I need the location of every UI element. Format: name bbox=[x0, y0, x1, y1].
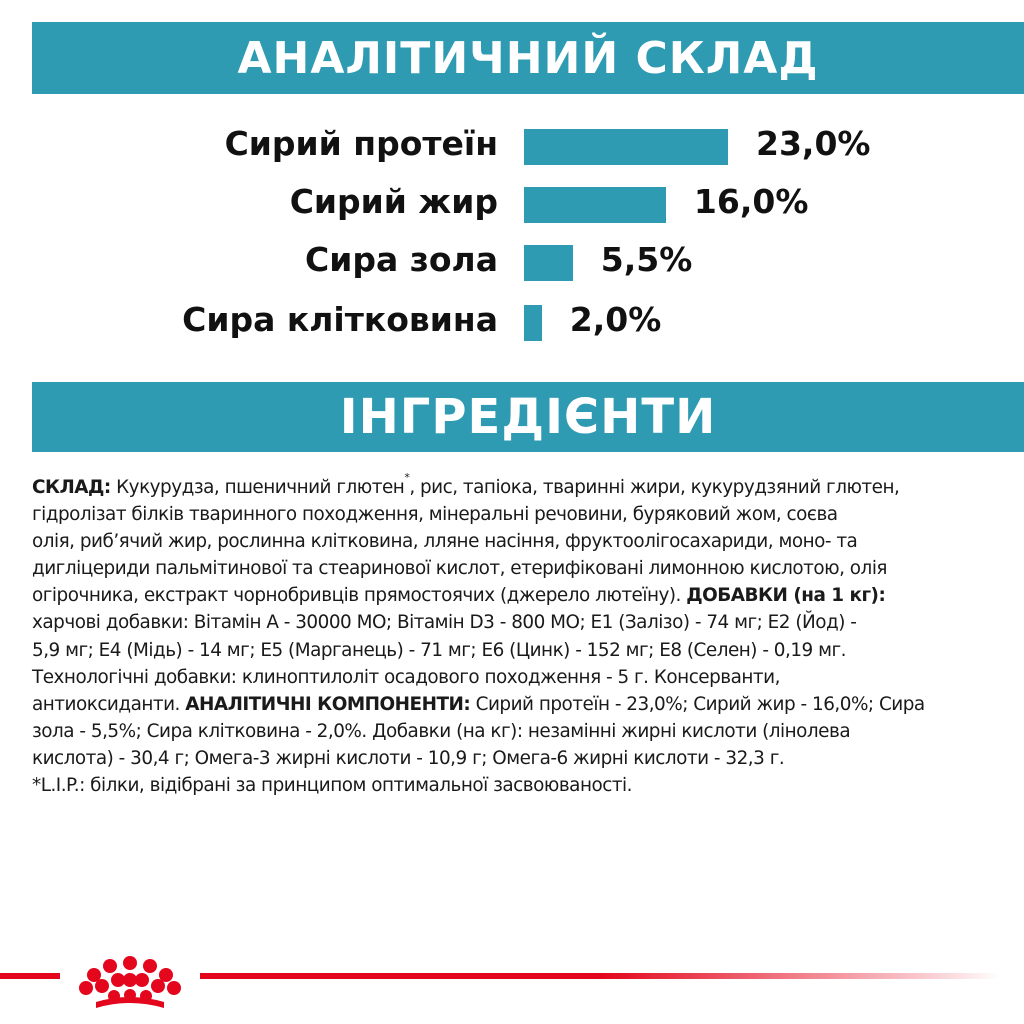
chart-bar bbox=[524, 129, 728, 165]
ingredients-line bbox=[32, 691, 1007, 718]
ingredients-line bbox=[32, 664, 1007, 691]
ingredients-line bbox=[32, 718, 1007, 745]
ingredients-text-segment: олія, риб’ячий жир, рослинна клітковина, лляне насіння, фруктоолігосахариди, моно- та bbox=[32, 531, 858, 553]
chart-category-label: Сира зола bbox=[304, 240, 498, 279]
ingredients-line bbox=[32, 745, 1007, 772]
ingredients-text-segment: харчові добавки: Вітамін А - 30000 МО; Вітамін D3 - 800 МО; E1 (Залізо) - 74 мг; E2 (Йод) - bbox=[32, 612, 857, 634]
chart-value-label: 23,0% bbox=[756, 124, 871, 163]
ingredients-text-segment: антиоксиданти. bbox=[32, 693, 186, 715]
ingredients-line bbox=[32, 582, 1007, 609]
analysis-bar-chart bbox=[0, 110, 1024, 350]
ingredients-line bbox=[32, 555, 1007, 582]
analysis-section-title: АНАЛІТИЧНИЙ СКЛАД bbox=[237, 32, 819, 84]
chart-bar bbox=[524, 245, 573, 281]
ingredients-text-segment: зола - 5,5%; Сира клітковина - 2,0%. Добавки (на кг): незамінні жирні кислоти (лінолева bbox=[32, 720, 851, 742]
ingredients-text-segment: кислота) - 30,4 г; Омега-3 жирні кислоти - 10,9 г; Омега-6 жирні кислоти - 32,3 г. bbox=[32, 747, 785, 769]
ingredients-line bbox=[32, 772, 1007, 799]
ingredients-heading: СКЛАД: bbox=[32, 477, 111, 498]
ingredients-section-title: ІНГРЕДІЄНТИ bbox=[339, 389, 717, 445]
chart-bar bbox=[524, 305, 542, 341]
analysis-section-banner bbox=[32, 22, 1024, 94]
ingredients-text-segment: гідролізат білків тваринного походження, мінеральні речовини, буряковий жом, соєва bbox=[32, 504, 838, 526]
ingredients-text-segment: *L.I.P.: білки, відібрані за принципом оптимальної засвоюваності. bbox=[32, 775, 632, 797]
chart-value-label: 16,0% bbox=[693, 182, 809, 221]
ingredients-line bbox=[32, 528, 1007, 555]
ingredients-text-segment: , рис, тапіока, тваринні жири, кукурудзяний глютен, bbox=[409, 477, 900, 498]
ingredients-text-segment: дигліцериди пальмітинової та стеаринової кислот, етерифіковані лимонною кислотою, олія bbox=[32, 558, 887, 580]
chart-row bbox=[0, 236, 1024, 286]
ingredients-text-segment: Кукурудза, пшеничний глютен bbox=[110, 477, 405, 498]
chart-bar bbox=[524, 187, 666, 223]
ingredients-text-segment: 5,9 мг; E4 (Мідь) - 14 мг; E5 (Марганець) - 71 мг; E6 (Цинк) - 152 мг; E8 (Селен) - 0,19 мг. bbox=[32, 639, 846, 661]
chart-value-label: 2,0% bbox=[569, 300, 662, 339]
ingredients-line bbox=[32, 637, 1007, 664]
chart-row bbox=[0, 120, 1024, 170]
ingredients-heading: АНАЛІТИЧНІ КОМПОНЕНТИ: bbox=[185, 693, 471, 715]
ingredients-text bbox=[32, 471, 1007, 799]
chart-row bbox=[0, 178, 1024, 228]
footnote-marker: * bbox=[404, 471, 410, 484]
ingredients-line bbox=[32, 501, 1007, 528]
royal-canin-crown-icon bbox=[60, 948, 200, 1018]
ingredients-section-banner bbox=[32, 382, 1024, 452]
ingredients-line bbox=[32, 609, 1007, 636]
ingredients-heading: ДОБАВКИ (на 1 кг): bbox=[686, 585, 886, 607]
ingredients-text-segment: Сирий протеїн - 23,0%; Сирий жир - 16,0%; Сира bbox=[470, 693, 925, 715]
chart-category-label: Сирий протеїн bbox=[224, 124, 498, 163]
ingredients-line bbox=[32, 471, 1007, 501]
chart-category-label: Сирий жир bbox=[289, 182, 498, 221]
chart-value-label: 5,5% bbox=[600, 240, 693, 279]
chart-row bbox=[0, 296, 1024, 346]
chart-category-label: Сира клітковина bbox=[182, 300, 498, 339]
ingredients-text-segment: огірочника, екстракт чорнобривців прямостоячих (джерело лютеїну). bbox=[32, 585, 687, 607]
ingredients-text-segment: Технологічні добавки: клиноптилоліт осадового походження - 5 г. Консерванти, bbox=[32, 666, 780, 688]
